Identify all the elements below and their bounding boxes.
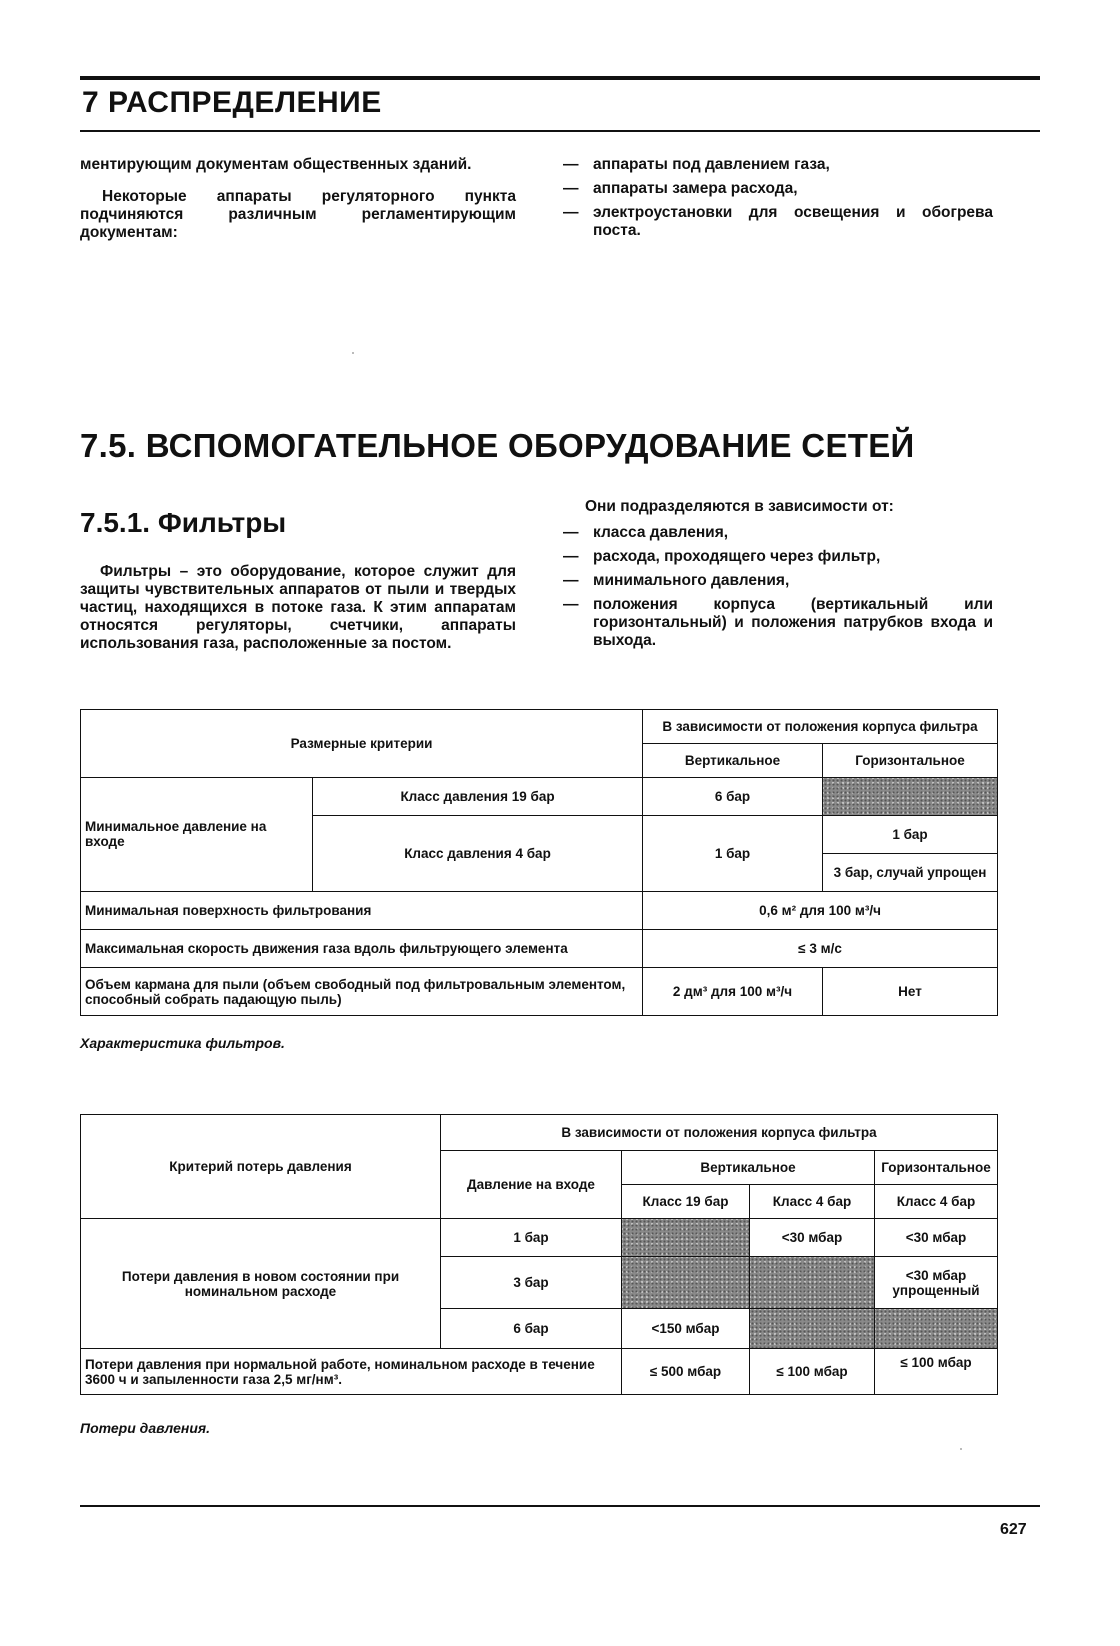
table-cell: ≤ 3 м/с bbox=[643, 930, 998, 968]
intro-right-column bbox=[563, 156, 993, 246]
list-item: — положения корпуса (вертикальный или горизонтальный) и положения патрубков входа и выхода. bbox=[563, 596, 993, 650]
list-item: — расхода, проходящего через фильтр, bbox=[563, 548, 993, 566]
table-cell: Минимальная поверхность фильтрования bbox=[81, 892, 643, 930]
filter-characteristics-table bbox=[80, 709, 998, 1016]
intro-paragraph-2: Некоторые аппараты регуляторного пункта подчиняются различным регламентирующим документам: bbox=[80, 188, 516, 241]
list-item: — аппараты замера расхода, bbox=[563, 180, 993, 198]
table-header: Вертикальное bbox=[622, 1151, 875, 1185]
intro-paragraph-1: ментирующим документам общественных зданий. bbox=[80, 156, 472, 173]
division-intro: Они подразделяются в зависимости от: bbox=[585, 498, 894, 515]
table-cell: 3 бар bbox=[441, 1257, 622, 1309]
table-cell: Потери давления при нормальной работе, номинальном расходе в течение 3600 ч и запыленности газа 2,5 мг/нм³. bbox=[81, 1349, 622, 1395]
intro-left-column bbox=[80, 156, 516, 256]
shaded-cell bbox=[622, 1257, 750, 1309]
page-number: 627 bbox=[1000, 1521, 1027, 1538]
table-cell: 1 бар bbox=[823, 816, 998, 854]
chapter-title: 7 РАСПРЕДЕЛЕНИЕ bbox=[82, 86, 382, 119]
table-cell: <30 мбар упрощенный bbox=[875, 1257, 998, 1309]
table-cell: 1 бар bbox=[441, 1219, 622, 1257]
shaded-cell bbox=[622, 1219, 750, 1257]
table-header: В зависимости от положения корпуса фильтра bbox=[441, 1115, 998, 1151]
table-header: Размерные критерии bbox=[81, 710, 643, 778]
intro-list bbox=[563, 156, 993, 240]
table-cell: 6 бар bbox=[441, 1309, 622, 1349]
table-header: Класс 4 бар bbox=[750, 1185, 875, 1219]
table-header: Горизонтальное bbox=[823, 744, 998, 778]
table-header: В зависимости от положения корпуса фильтра bbox=[643, 710, 998, 744]
table-cell: <30 мбар bbox=[875, 1219, 998, 1257]
table-header: Класс 19 бар bbox=[622, 1185, 750, 1219]
table-cell: ≤ 500 мбар bbox=[622, 1349, 750, 1395]
table-header: Давление на входе bbox=[441, 1151, 622, 1219]
division-column bbox=[563, 498, 993, 656]
table-cell: <30 мбар bbox=[750, 1219, 875, 1257]
table-cell: 3 бар, случай упрощен bbox=[823, 854, 998, 892]
shaded-cell bbox=[823, 778, 998, 816]
filters-paragraph: Фильтры – это оборудование, которое служит для защиты чувствительных аппаратов от пыли и твердых частиц, находящихся в потоке газа. К этим аппаратам относятся регуляторы, счетчики, аппараты использования газа, расположенные за постом. bbox=[80, 563, 516, 652]
table-header: Вертикальное bbox=[643, 744, 823, 778]
list-item: — минимального давления, bbox=[563, 572, 993, 590]
table-header: Класс 4 бар bbox=[875, 1185, 998, 1219]
table-header: Критерий потерь давления bbox=[81, 1115, 441, 1219]
table-cell: Класс давления 19 бар bbox=[313, 778, 643, 816]
pressure-loss-table bbox=[80, 1114, 998, 1395]
table-cell: 0,6 м² для 100 м³/ч bbox=[643, 892, 998, 930]
table-cell: 1 бар bbox=[643, 816, 823, 892]
scan-speck bbox=[352, 352, 354, 354]
list-item: — аппараты под давлением газа, bbox=[563, 156, 993, 174]
table-cell: 2 дм³ для 100 м³/ч bbox=[643, 968, 823, 1016]
table-cell: ≤ 100 мбар bbox=[875, 1349, 998, 1395]
table-header: Горизонтальное bbox=[875, 1151, 998, 1185]
subsection-title: 7.5.1. Фильтры bbox=[80, 507, 287, 538]
table-cell: Потери давления в новом состоянии при номинальном расходе bbox=[81, 1219, 441, 1349]
list-item: — класса давления, bbox=[563, 524, 993, 542]
table-cell: Максимальная скорость движения газа вдоль фильтрующего элемента bbox=[81, 930, 643, 968]
table-cell: Объем кармана для пыли (объем свободный под фильтровальным элементом, способный собрать падающую пыль) bbox=[81, 968, 643, 1016]
table-cell: Класс давления 4 бар bbox=[313, 816, 643, 892]
table2-caption: Потери давления. bbox=[80, 1420, 211, 1436]
scan-speck bbox=[960, 1448, 962, 1450]
shaded-cell bbox=[750, 1257, 875, 1309]
table-cell: ≤ 100 мбар bbox=[750, 1349, 875, 1395]
top-rule bbox=[80, 76, 1040, 80]
shaded-cell bbox=[750, 1309, 875, 1349]
filters-column bbox=[80, 563, 516, 667]
division-list bbox=[563, 524, 993, 650]
table1-caption: Характеристика фильтров. bbox=[80, 1035, 285, 1051]
footer-rule bbox=[80, 1505, 1040, 1507]
list-item: — электроустановки для освещения и обогрева поста. bbox=[563, 204, 993, 240]
section-title: 7.5. ВСПОМОГАТЕЛЬНОЕ ОБОРУДОВАНИЕ СЕТЕЙ bbox=[80, 427, 915, 464]
table-cell: Нет bbox=[823, 968, 998, 1016]
shaded-cell bbox=[875, 1309, 998, 1349]
table-cell: 6 бар bbox=[643, 778, 823, 816]
table-cell: Минимальное давление на входе bbox=[81, 778, 313, 892]
header-rule bbox=[80, 130, 1040, 132]
table-cell: <150 мбар bbox=[622, 1309, 750, 1349]
